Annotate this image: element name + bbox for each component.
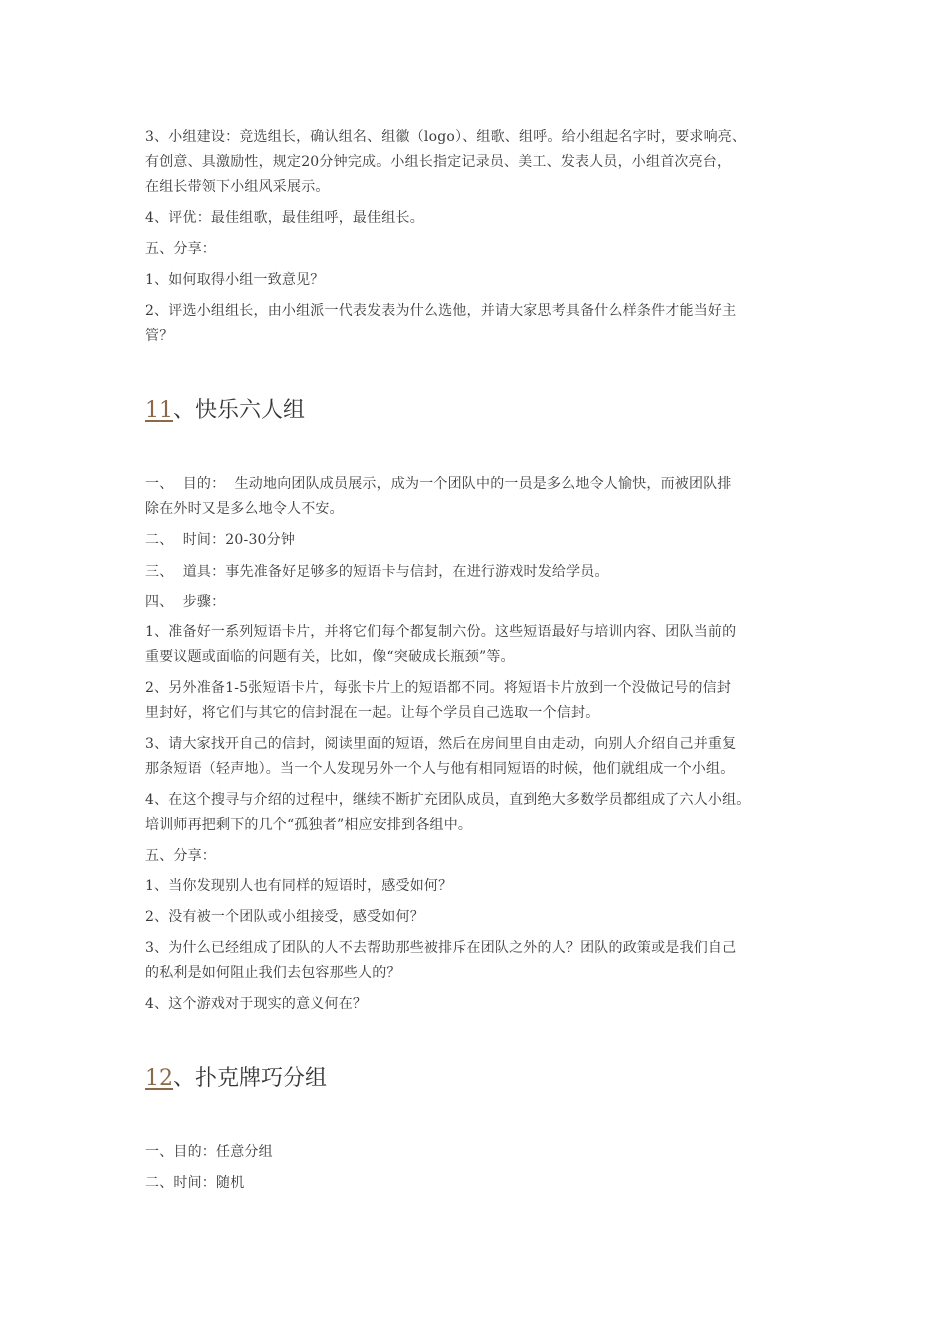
time-paragraph: 二、 时间：20-30分钟 <box>145 532 296 548</box>
section-heading-11 <box>145 396 305 426</box>
section-number-link[interactable]: 12 <box>145 1066 173 1091</box>
section-number-link[interactable]: 11 <box>145 398 173 423</box>
step-1: 1、准备好一系列短语卡片，并将它们每个都复制六份。这些短语最好与培训内容、团队当前的 重要议题或面临的问题有关，比如，像“突破成长瓶颈”等。 <box>145 624 737 665</box>
paragraph-group-building: 3、小组建设：竞选组长，确认组名、组徽（logo）、组歌、组呼。给小组起名字时，要求响亮、 有创意、具激励性，规定20分钟完成。小组长指定记录员、美工、发表人员，小组首次亮台， 在组长带领下小组风采展示。 <box>145 129 747 195</box>
paragraph-evaluation: 4、评优：最佳组歌，最佳组呼，最佳组长。 <box>145 210 424 226</box>
share-question-1: 1、如何取得小组一致意见？ <box>145 272 325 288</box>
goal-paragraph-12: 一、目的：任意分组 <box>145 1144 273 1160</box>
section-heading-12 <box>145 1064 327 1094</box>
share-question-4-11: 4、这个游戏对于现实的意义何在？ <box>145 996 368 1012</box>
goal-paragraph: 一、 目的： 生动地向团队成员展示，成为一个团队中的一员是多么地令人愉快，而被团队排 除在外时又是多么地令人不安。 <box>145 476 732 517</box>
props-paragraph: 三、 道具：事先准备好足够多的短语卡与信封，在进行游戏时发给学员。 <box>145 564 609 580</box>
steps-heading: 四、 步骤： <box>145 594 226 610</box>
step-3: 3、请大家找开自己的信封，阅读里面的短语，然后在房间里自由走动，向别人介绍自己并重复 那条短语（轻声地）。当一个人发现另外一个人与他有相同短语的时候，他们就组成一个小组。 <box>145 736 737 777</box>
share-heading: 五、分享： <box>145 241 216 257</box>
share-heading-11: 五、分享： <box>145 848 216 864</box>
step-2: 2、另外准备1-5张短语卡片，每张卡片上的短语都不同。将短语卡片放到一个没做记号的信封 里封好，将它们与其它的信封混在一起。让每个学员自己选取一个信封。 <box>145 680 732 721</box>
section-title: 、快乐六人组 <box>173 398 306 423</box>
share-question-3-11: 3、为什么已经组成了团队的人不去帮助那些被排斥在团队之外的人？团队的政策或是我们自己 的私利是如何阻止我们去包容那些人的？ <box>145 940 737 981</box>
step-4: 4、在这个搜寻与介绍的过程中，继续不断扩充团队成员，直到绝大多数学员都组成了六人小组。 培训师再把剩下的几个“孤独者”相应安排到各组中。 <box>145 792 751 833</box>
share-question-2-11: 2、没有被一个团队或小组接受，感受如何？ <box>145 909 424 925</box>
share-question-1-11: 1、当你发现别人也有同样的短语时，感受如何？ <box>145 878 453 894</box>
time-paragraph-12: 二、时间：随机 <box>145 1175 245 1191</box>
section-title: 、扑克牌巧分组 <box>173 1066 328 1091</box>
share-question-2: 2、评选小组组长，由小组派一代表发表为什么选他，并请大家思考具备什么样条件才能当好主 管？ <box>145 303 737 344</box>
